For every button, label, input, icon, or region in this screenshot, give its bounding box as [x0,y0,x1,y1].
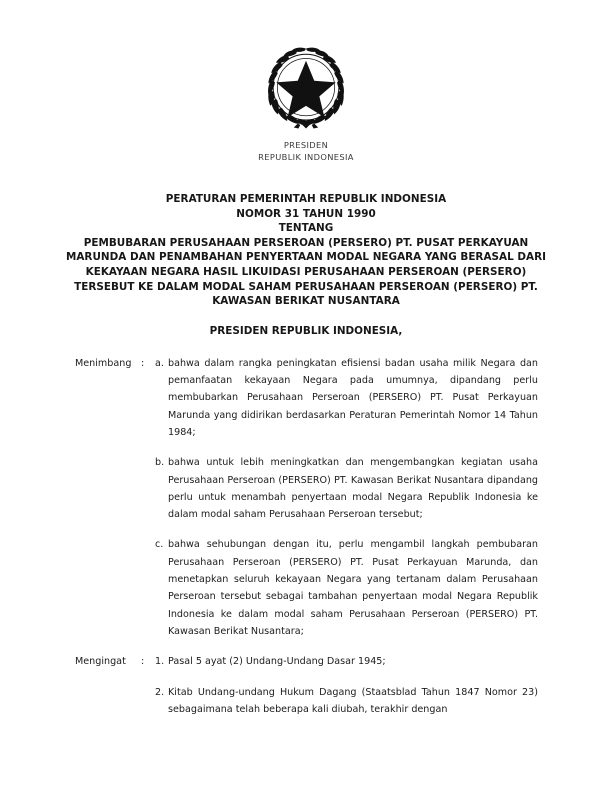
menimbang-colon: : [141,357,145,369]
document-title [0,192,612,309]
menimbang-label: Menimbang [75,357,132,369]
emblem-caption [0,140,612,163]
emblem-caption-line-2: REPUBLIK INDONESIA [258,151,354,162]
menimbang-item [155,355,538,441]
item-text: bahwa untuk lebih meningkatkan dan mengembangkan kegiatan usaha Perusahaan Perseroan (PERSERO) PT. Kawasan Berikat Nusantara dipandang perlu untuk menambah penyertaan modal Negara Republik Indonesia ke dalam modal saham Perusahaan Perseroan tersebut; [168,457,538,521]
item-text: Kitab Undang-undang Hukum Dagang (Staatsblad Tahun 1847 Nomor 23) sebagaimana telah beberapa kali diubah, terakhir dengan [168,686,538,715]
mengingat-row [75,653,538,718]
item-marker: b. [155,457,165,469]
item-text: bahwa dalam rangka peningkatan efisiensi badan usaha milik Negara dan pemanfaatan kekayaan Negara pada umumnya, dipandang perlu membubarkan Perusahaan Perseroan (PERSERO) PT. Pusat Perkayuan Marunda yang didirikan berdasarkan Peraturan Pemerintah Nomor 14 Tahun 1984; [168,357,538,438]
title-line-2: NOMOR 31 TAHUN 1990 [236,207,376,220]
title-line-8: KAWASAN BERIKAT NUSANTARA [212,295,400,308]
item-marker: 1. [155,656,165,668]
mengingat-items [155,653,538,718]
presiden-heading: PRESIDEN REPUBLIK INDONESIA, [209,324,403,337]
menimbang-items [155,355,538,640]
item-marker: c. [155,539,164,551]
indonesia-presidential-star-wreath-emblem [259,42,353,136]
title-line-3: TENTANG [278,222,334,235]
title-line-7: TERSEBUT KE DALAM MODAL SAHAM PERUSAHAAN PERSEROAN (PERSERO) PT. [74,280,538,293]
menimbang-item [155,536,538,640]
item-text: bahwa sehubungan dengan itu, perlu mengambil langkah pembubaran Perusahaan Perseroan (PERSERO) PT. Pusat Perkayuan Marunda, dan menetapkan seluruh kekayaan Negara yang tertanam dalam Perusahaan Perseroan tersebut sebagai tambahan penyertaan modal Negara Republik Indonesia ke dalam modal saham Perusahaan Perseroan (PERSERO) PT. Kawasan Berikat Nusantara; [168,539,538,637]
clauses-section [0,355,612,718]
item-marker: a. [155,357,164,369]
mengingat-colon: : [141,656,145,668]
mengingat-item [155,684,538,719]
item-text: Pasal 5 ayat (2) Undang-Undang Dasar 1945; [168,656,386,668]
mengingat-item [155,653,538,670]
title-line-5: MARUNDA DAN PENAMBAHAN PENYERTAAN MODAL NEGARA YANG BERASAL DARI [66,251,546,264]
menimbang-item [155,454,538,523]
menimbang-row [75,355,538,640]
mengingat-label: Mengingat [75,656,126,668]
emblem-caption-line-1: PRESIDEN [283,140,329,150]
emblem-block [0,0,612,163]
title-line-4: PEMBUBARAN PERUSAHAAN PERSEROAN (PERSERO) PT. PUSAT PERKAYUAN [83,236,529,249]
title-line-1: PERATURAN PEMERINTAH REPUBLIK INDONESIA [165,193,447,205]
title-line-6: KEKAYAAN NEGARA HASIL LIKUIDASI PERUSAHAAN PERSEROAN (PERSERO) [85,265,527,278]
section-gap [75,640,538,653]
item-marker: 2. [155,686,165,698]
